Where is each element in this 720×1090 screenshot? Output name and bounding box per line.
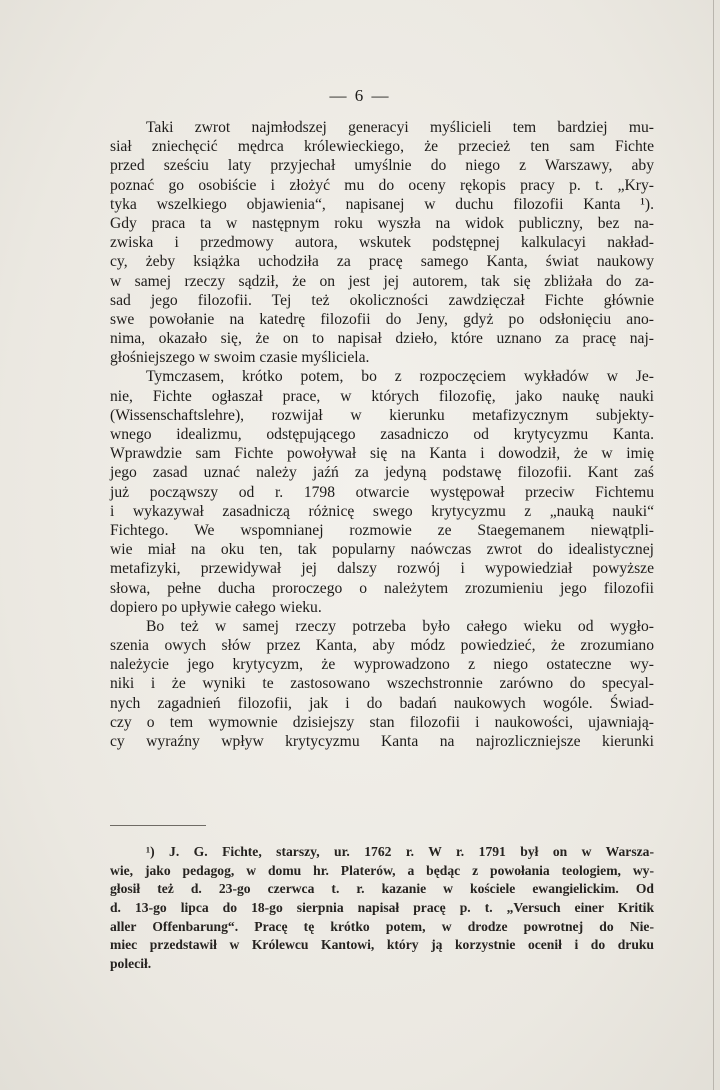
text-line: poznać go osobiście i złożyć mu do oceny rękopis pracy p. t. „Kry- [110,176,654,194]
text-line: sad jego filozofii. Tej też okoliczności zawdzięczał Fichte głównie [110,291,654,309]
text-line: cy wyraźny wpływ krytycyzmu Kanta na najrozliczniejsze kierunki [110,733,654,750]
text-line: metafizyki, przewidywał jej dalszy rozwój i wypowiedział powyższe [110,560,654,578]
text-line: wie miał na oku ten, tak popularny naówczas zwrot do idealistycznej [110,541,654,559]
footnote-line: miec przedstawił w Królewcu Kantowi, który ją korzystnie ocenił i do druku [110,937,654,953]
text-line: jego zasad uznać należy jaźń za jedyną podstawę filozofii. Kant zaś [110,464,654,482]
text-line: Bo też w samej rzeczy potrzeba było całego wieku od wygło- [146,617,654,635]
footnote-line: ¹) J. G. Fichte, starszy, ur. 1762 r. W r. 1791 był on w Warsza- [146,844,654,859]
text-line: cy, żeby książka uchodziła za pracę samego Kanta, świat naukowy [110,253,654,271]
text-line: Fichtego. We wspomnianej rozmowie ze Staegemanem niewątpli- [110,521,654,539]
text-line: nych zagadnień filozofii, jak i do badań naukowych wogóle. Świad- [110,694,654,712]
text-line: nima, okazało się, że on to napisał dzieło, które uznano za pracę naj- [110,330,654,348]
text-line: (Wissenschaftslehre), rozwijał w kierunku metafizycznym subjekty- [110,406,654,424]
footnote-line: aller Offenbarung“. Pracę tę krótko potem, w drodze powrotnej do Nie- [110,918,654,934]
page-number: — 6 — [329,86,391,105]
text-line: swe powołanie na katedrę filozofii do Jeny, gdyż po odsłonięciu ano- [110,310,654,328]
text-line: i wykazywał zasadniczą różnicę swego krytycyzmu z „nauką nauki“ [110,502,654,520]
text-line: szenia owych słów przez Kanta, aby módz powiedzieć, że zrozumiano [110,637,654,655]
page-edge-divider [713,0,714,1090]
footnote-line: d. 13-go lipca do 18-go sierpnia napisał pracę p. t. „Versuch einer Kritik [110,900,654,916]
text-line: przed sześciu laty przyjechał umyślnie do niego z Warszawy, aby [110,157,654,175]
text-line: dopiero po upływie całego wieku. [110,598,322,616]
text-line: Wprawdzie sam Fichte powoływał się na Kanta i dowodził, że w imię [110,445,654,463]
main-text [110,118,654,751]
text-line: w samej rzeczy sądził, że on jest jej autorem, tak się zbliżała do za- [110,272,654,290]
text-line: należycie jego krytycyzm, że wyprowadzono z niego ostateczne wy- [110,656,654,674]
text-line: wnego idealizmu, odstępującego zasadniczo od krytycyzmu Kanta. [110,426,654,443]
footnote-text [110,843,654,974]
text-line: głośniejszego w swoim czasie myśliciela. [110,349,370,367]
text-line: Tymczasem, krótko potem, bo z rozpoczęciem wykładów w Je- [146,368,654,386]
footnote-divider [110,825,206,826]
text-line: Gdy praca ta w następnym roku wyszła na widok publiczny, bez na- [110,214,654,232]
text-line: słowa, pełne ducha proroczego o należytem zrozumieniu jego filozofii [110,579,654,597]
footnote-line: polecił. [110,956,152,972]
text-line: niki i że wyniki te zastosowano wszechstronnie zarówno do specyal- [110,675,654,693]
text-line: zwiska i przedmowy autora, wskutek podstępnej kalkulacyi nakład- [110,234,654,252]
text-line: tyka wszelkiego objawienia“, napisanej w duchu filozofii Kanta ¹). [110,195,654,213]
text-line: nie, Fichte ogłaszał prace, w których filozofię, jako naukę nauki [110,387,654,405]
text-line: siał zniechęcić mędrca królewieckiego, że przecież ten sam Fichte [110,138,654,156]
text-line: już począwszy od r. 1798 otwarcie występował przeciw Fichtemu [110,483,654,501]
text-line: Taki zwrot najmłodszej generacyi myślicieli tem bardziej mu- [146,119,654,136]
text-line: czy o tem wymownie dzisiejszy stan filozofii i naukowości, ujawniają- [110,713,654,731]
footnote-line: głosił też d. 23-go czerwca t. r. kazanie w kościele ewangielickim. Od [110,881,654,897]
footnote-line: wie, jako pedagog, w domu hr. Platerów, a będąc z powołania teologiem, wy- [110,862,654,878]
